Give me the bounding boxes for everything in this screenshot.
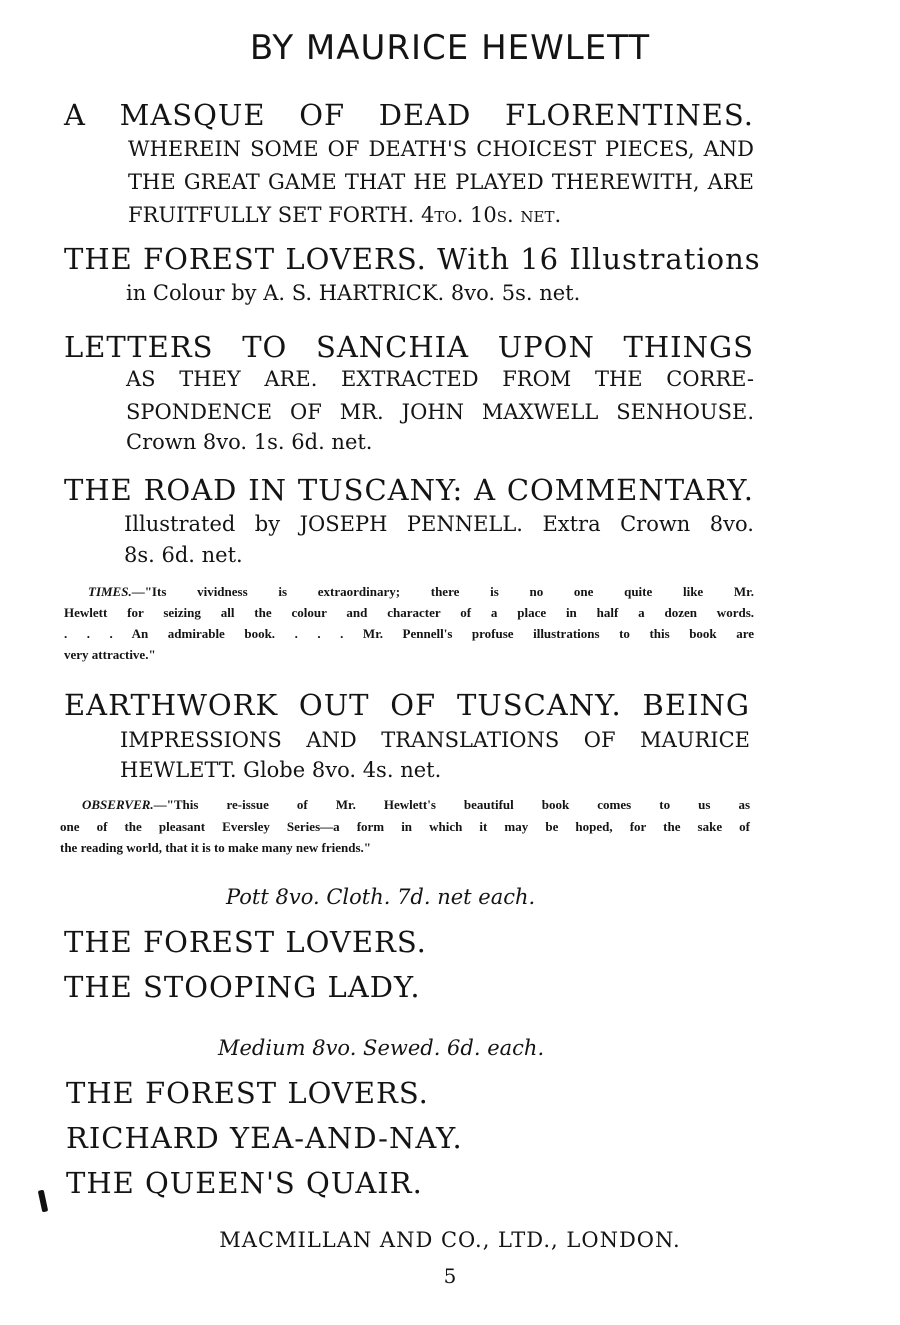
section-1-title-2: THE STOOPING LADY.: [64, 970, 421, 1004]
entry-4-title: THE ROAD IN TUSCANY: A COMMENTARY.: [64, 473, 754, 507]
entry-3-line-2: AS THEY ARE. EXTRACTED FROM THE CORRE-: [126, 367, 754, 391]
entry-1-line-4: FRUITFULLY SET FORTH. 4to. 10s. net.: [128, 203, 562, 227]
entry-4-line-3: 8s. 6d. net.: [124, 543, 243, 567]
entry-4-review-line-4: very attractive.": [64, 647, 156, 662]
entry-5-review-line-3: the reading world, that it is to make many new friends.": [60, 840, 372, 855]
page-header: BY MAURICE HEWLETT: [249, 28, 651, 68]
section-1-heading: Pott 8vo. Cloth. 7d. net each.: [226, 885, 536, 909]
entry-4-review-source: TIMES.: [88, 584, 132, 599]
section-2-title-1: THE FOREST LOVERS.: [66, 1076, 429, 1110]
entry-4-line-2: Illustrated by JOSEPH PENNELL. Extra Crown 8vo.: [124, 512, 754, 536]
entry-1-title: A MASQUE OF DEAD FLORENTINES.: [64, 98, 754, 132]
entry-2-title: THE FOREST LOVERS. With 16 Illustrations: [64, 242, 761, 276]
entry-1-line-2: WHEREIN SOME OF DEATH'S CHOICEST PIECES, AND: [128, 137, 754, 161]
entry-4-review-line-2: Hewlett for seizing all the colour and character of a place in half a dozen words.: [64, 605, 754, 620]
section-1-title-1: THE FOREST LOVERS.: [64, 925, 427, 959]
entry-5-line-2: IMPRESSIONS AND TRANSLATIONS OF MAURICE: [120, 728, 750, 752]
entry-3-line-3: SPONDENCE OF MR. JOHN MAXWELL SENHOUSE.: [126, 400, 754, 424]
section-2-heading: Medium 8vo. Sewed. 6d. each.: [218, 1036, 545, 1060]
entry-5-review-line-1: [82, 797, 750, 813]
ink-blot: [38, 1190, 48, 1213]
section-2-title-3: THE QUEEN'S QUAIR.: [66, 1166, 423, 1200]
section-2-title-2: RICHARD YEA-AND-NAY.: [66, 1121, 463, 1155]
entry-4-review-line-3: . . . An admirable book. . . . Mr. Pennell's profuse illustrations to this book are: [64, 626, 754, 641]
page-number: 5: [443, 1264, 457, 1288]
entry-3-line-4: Crown 8vo. 1s. 6d. net.: [126, 430, 373, 454]
entry-5-line-3: HEWLETT. Globe 8vo. 4s. net.: [120, 758, 442, 782]
entry-5-review-text-1: —"This re-issue of Mr. Hewlett's beautiful book comes to us as: [153, 797, 750, 812]
entry-5-review-source: OBSERVER.: [82, 797, 154, 812]
entry-1-line-3: THE GREAT GAME THAT HE PLAYED THEREWITH, ARE: [128, 170, 754, 194]
publisher-imprint: MACMILLAN AND CO., LTD., LONDON.: [219, 1228, 681, 1252]
entry-3-title: LETTERS TO SANCHIA UPON THINGS: [64, 330, 754, 364]
entry-4-review-text-1: —"Its vividness is extraordinary; there is no one quite like Mr.: [131, 584, 754, 599]
entry-5-title: EARTHWORK OUT OF TUSCANY. BEING: [64, 688, 750, 722]
entry-2-line-2: in Colour by A. S. HARTRICK. 8vo. 5s. net.: [126, 281, 581, 305]
entry-5-review-line-2: one of the pleasant Eversley Series—a form in which it may be hoped, for the sake of: [60, 819, 750, 834]
entry-4-review-line-1: [88, 584, 754, 600]
